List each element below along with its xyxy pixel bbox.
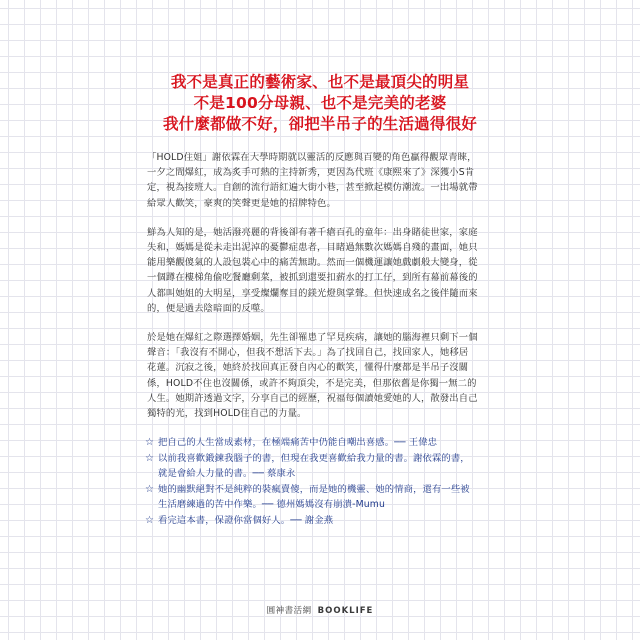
text-line: 的，便是過去陰暗面的反噬。 bbox=[147, 302, 270, 314]
headline-line: 不是100分母親、也不是完美的老婆 bbox=[193, 94, 447, 112]
publisher-name-en: BOOKLIFE bbox=[317, 606, 374, 616]
text-line: 定，視為接班人。自創的流行語紅遍大街小巷，甚至掀起模仿潮流。一出場就帶 bbox=[147, 182, 478, 194]
text-line: 係，HOLD不住也沒關係，或許不夠頂尖，不是完美，但那依舊是你獨一無二的 bbox=[147, 377, 477, 389]
text-line: 獨特的光，找到HOLD住自己的力量。 bbox=[147, 408, 307, 420]
text-line: 花蓮。沉寂之後，她終於找回真正發自內心的歡笑，懂得什麼都是半吊子沒關 bbox=[147, 362, 469, 374]
text-line: 人都叫她姐的大明星，享受燦爛奪目的鎂光燈與掌聲。但快速成名之後伴隨而來 bbox=[147, 287, 478, 299]
headline-line: 我不是真正的藝術家、也不是最頂尖的明星 bbox=[170, 73, 470, 91]
endorsement bbox=[145, 451, 497, 482]
text-line: 一夕之間爆紅，成為炙手可熱的主持新秀，更因為代班《康熙來了》深獲小S肯 bbox=[147, 167, 475, 179]
text-line: 「HOLD住姐」謝依霖在大學時期就以靈活的反應與百變的角色贏得觀眾青睞， bbox=[147, 152, 477, 163]
endorsement-line: 生活磨練過的苦中作樂。── 德州媽媽沒有崩潰-Mumu bbox=[158, 499, 386, 510]
endorsement-line: 把自己的人生當成素材，在極端痛苦中仍能自嘲出喜感。── 王偉忠 bbox=[158, 437, 438, 448]
publisher-logo bbox=[0, 604, 640, 616]
synopsis-paragraph bbox=[147, 225, 493, 316]
endorsements bbox=[145, 435, 497, 528]
endorsement-line: 以前我喜歡鍛鍊我腦子的書，但現在我更喜歡給我力量的書。謝依霖的書， bbox=[158, 452, 470, 464]
publisher-name-cn: 圓神書活網 bbox=[266, 606, 312, 616]
endorsement bbox=[145, 482, 497, 513]
endorsement bbox=[145, 513, 497, 529]
star-icon: ☆ bbox=[145, 452, 155, 464]
synopsis-paragraph bbox=[147, 150, 493, 211]
star-icon: ☆ bbox=[145, 437, 155, 448]
text-line: 聲音：「我沒有不開心，但我不想活下去。」為了找回自己，找回家人，她移居 bbox=[147, 347, 469, 359]
text-line: 鮮為人知的是，她活潑亮麗的背後卻有著千瘡百孔的童年：出身賭徒世家，家庭 bbox=[147, 226, 478, 238]
text-line: 一個蹲在樓梯角偷吃餐廳剩菜，被抓到還要扣薪水的打工仔，到所有幕前幕後的 bbox=[147, 272, 478, 284]
star-icon: ☆ bbox=[145, 483, 155, 495]
endorsement-line: 看完這本書，保證你當個好人。── 謝金燕 bbox=[158, 514, 334, 526]
text-line: 給眾人歡笑，豪爽的笑聲更是她的招牌特色。 bbox=[147, 197, 336, 209]
synopsis bbox=[147, 150, 493, 435]
text-line: 能用樂觀傻氣的人設包裝心中的痛苦無助。然而一個機運讓她戲劇般大變身，從 bbox=[147, 257, 478, 269]
synopsis-paragraph bbox=[147, 330, 493, 421]
text-line: 失和，媽媽是從未走出泥淖的憂鬱症患者，目睹過無數次媽媽自殘的畫面，她只 bbox=[147, 242, 478, 254]
text-line: 人生。她期許透過文字，分享自己的經歷，祝福每個讀她愛她的人，散發出自己 bbox=[147, 392, 478, 404]
endorsement-line: 就是會給人力量的書。── 蔡康永 bbox=[158, 468, 296, 479]
endorsement-line: 她的幽默絕對不是純粹的裝瘋賣傻，而是她的機靈、她的情商，還有一些被 bbox=[158, 483, 470, 495]
endorsement bbox=[145, 435, 497, 451]
star-icon: ☆ bbox=[145, 514, 155, 526]
headline-line: 我什麼都做不好，卻把半吊子的生活過得很好 bbox=[162, 115, 477, 133]
headline bbox=[0, 72, 640, 135]
text-line: 於是她在爆紅之際選擇婚姻，先生卻罹患了罕見疾病，讓她的腦海裡只剩下一個 bbox=[147, 332, 478, 344]
